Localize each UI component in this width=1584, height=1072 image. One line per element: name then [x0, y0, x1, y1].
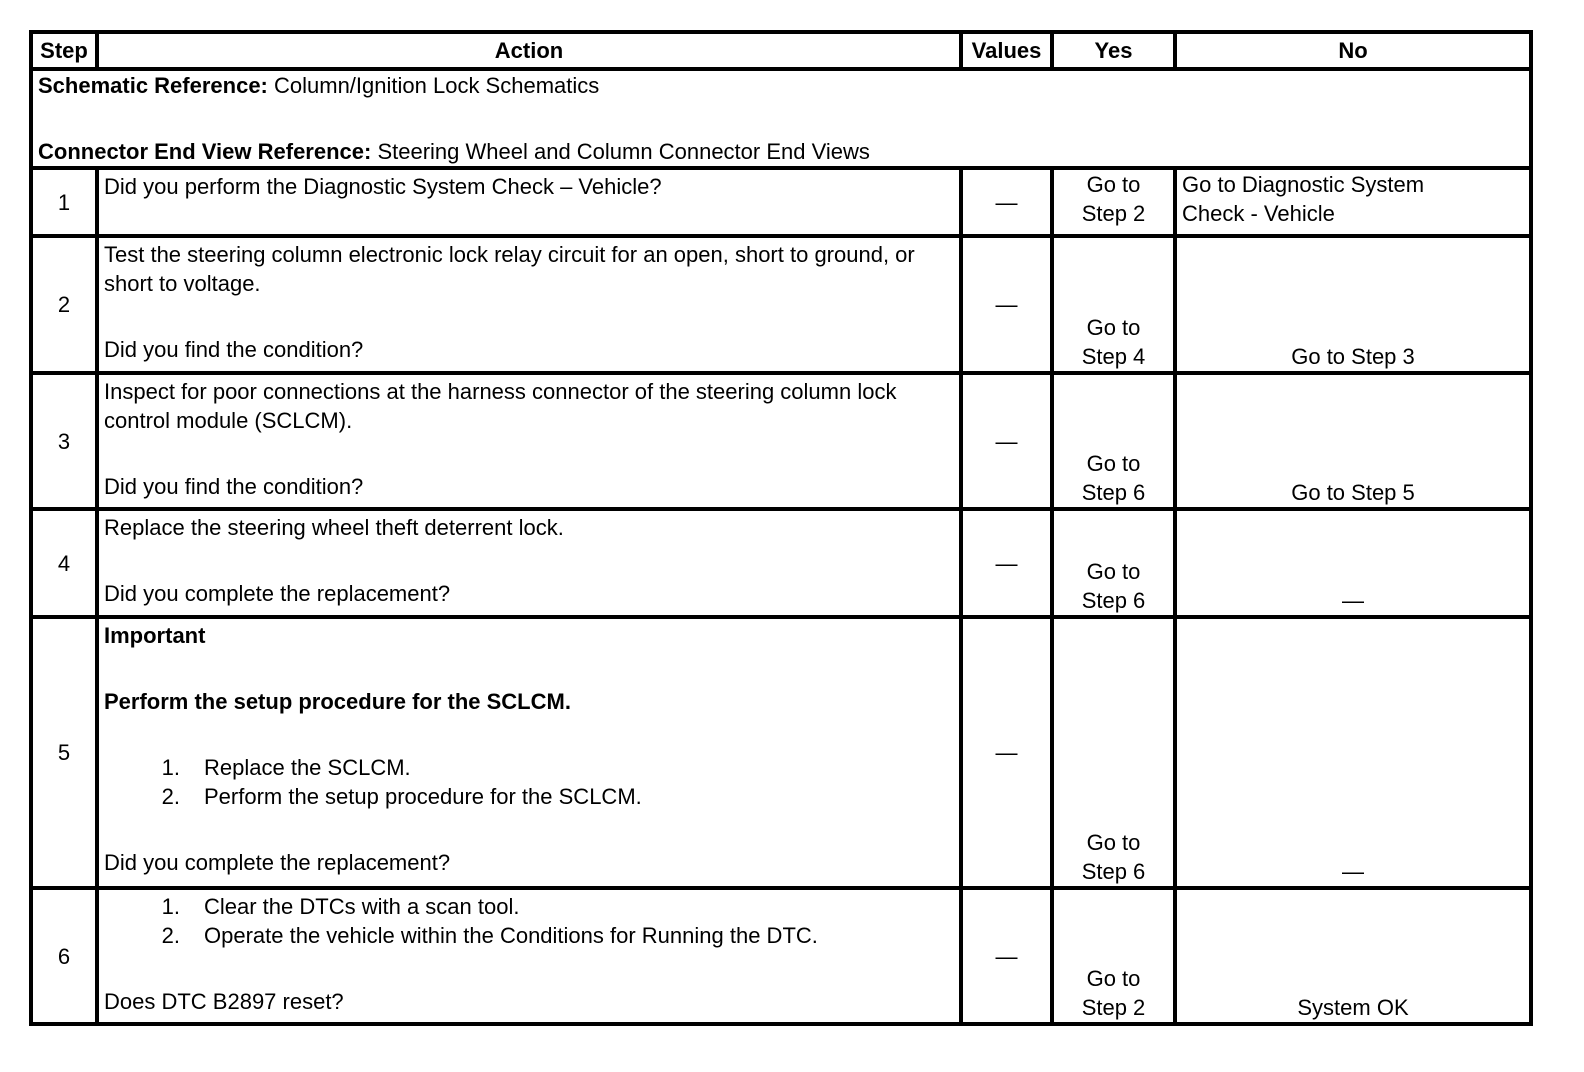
yes-line: Go to [1086, 172, 1141, 197]
values-cell: — [961, 373, 1052, 509]
action-cell [97, 888, 961, 1024]
list-number: 2. [161, 923, 180, 948]
list-number: 2. [161, 784, 180, 809]
list-item [104, 782, 954, 811]
step-number: 6 [31, 888, 97, 1024]
action-question: Does DTC B2897 reset? [104, 989, 344, 1014]
procedure-list [104, 753, 954, 811]
yes-line: Step 6 [1081, 588, 1146, 613]
values-cell: — [961, 236, 1052, 373]
action-text: Inspect for poor connections at the harness connector of the steering column lock control module (SCLCM). [104, 379, 897, 433]
connector-reference-value: Steering Wheel and Column Connector End Views [371, 139, 870, 164]
list-text: Operate the vehicle within the Conditions for Running the DTC. [204, 923, 818, 948]
table-row [31, 888, 1531, 1024]
action-cell [97, 236, 961, 373]
action-text: Test the steering column electronic lock relay circuit for an open, short to ground, or short to voltage. [104, 242, 915, 296]
yes-cell [1052, 373, 1175, 509]
values-cell: — [961, 888, 1052, 1024]
header-action: Action [97, 32, 961, 69]
list-number: 1. [161, 894, 180, 919]
header-yes: Yes [1052, 32, 1175, 69]
action-cell [97, 373, 961, 509]
no-cell: Go to Step 3 [1175, 236, 1531, 373]
header-values: Values [961, 32, 1052, 69]
yes-line: Step 4 [1081, 344, 1146, 369]
reference-cell [31, 69, 1531, 168]
yes-cell [1052, 509, 1175, 617]
list-number: 1. [161, 755, 180, 780]
no-cell: — [1175, 617, 1531, 888]
connector-reference-label: Connector End View Reference: [38, 139, 372, 164]
action-question: Did you find the condition? [104, 337, 364, 362]
action-question: Did you complete the replacement? [104, 581, 451, 606]
important-heading: Important [104, 623, 206, 648]
yes-cell [1052, 888, 1175, 1024]
list-text: Perform the setup procedure for the SCLCM. [204, 784, 642, 809]
yes-cell [1052, 236, 1175, 373]
list-item [104, 921, 954, 950]
action-cell: Did you perform the Diagnostic System Check – Vehicle? [97, 168, 961, 236]
yes-line: Go to [1086, 966, 1141, 991]
list-text: Replace the SCLCM. [204, 755, 411, 780]
no-cell: Go to Step 5 [1175, 373, 1531, 509]
yes-line: Go to [1086, 559, 1141, 584]
table-row [31, 373, 1531, 509]
no-line: Go to Diagnostic System [1182, 172, 1425, 197]
step-number: 2 [31, 236, 97, 373]
reference-row [31, 69, 1531, 168]
yes-line: Step 2 [1081, 995, 1146, 1020]
table-row [31, 509, 1531, 617]
schematic-reference-value: Column/Ignition Lock Schematics [267, 73, 600, 98]
header-no: No [1175, 32, 1531, 69]
yes-cell [1052, 168, 1175, 236]
step-number: 3 [31, 373, 97, 509]
table-row [31, 617, 1531, 888]
yes-line: Go to [1086, 315, 1141, 340]
step-number: 4 [31, 509, 97, 617]
no-cell: System OK [1175, 888, 1531, 1024]
yes-line: Step 6 [1081, 859, 1146, 884]
action-question: Did you complete the replacement? [104, 850, 451, 875]
table-row [31, 236, 1531, 373]
yes-line: Step 2 [1081, 201, 1146, 226]
step-number: 1 [31, 168, 97, 236]
list-item [104, 753, 954, 782]
yes-line: Step 6 [1081, 480, 1146, 505]
values-cell: — [961, 168, 1052, 236]
header-row [31, 32, 1531, 69]
no-cell [1175, 168, 1531, 236]
action-cell [97, 617, 961, 888]
action-text: Replace the steering wheel theft deterrent lock. [104, 515, 564, 540]
step-number: 5 [31, 617, 97, 888]
yes-line: Go to [1086, 451, 1141, 476]
important-text: Perform the setup procedure for the SCLCM. [104, 689, 571, 714]
no-line: Check - Vehicle [1182, 201, 1335, 226]
action-question: Did you find the condition? [104, 474, 364, 499]
header-step: Step [31, 32, 97, 69]
list-text: Clear the DTCs with a scan tool. [204, 894, 520, 919]
values-cell: — [961, 509, 1052, 617]
table-row [31, 168, 1531, 236]
action-cell [97, 509, 961, 617]
yes-line: Go to [1086, 830, 1141, 855]
yes-cell [1052, 617, 1175, 888]
values-cell: — [961, 617, 1052, 888]
no-cell: — [1175, 509, 1531, 617]
schematic-reference-label: Schematic Reference: [38, 73, 268, 98]
list-item [104, 892, 954, 921]
diagnostic-table [29, 30, 1533, 1026]
procedure-list [104, 892, 954, 950]
